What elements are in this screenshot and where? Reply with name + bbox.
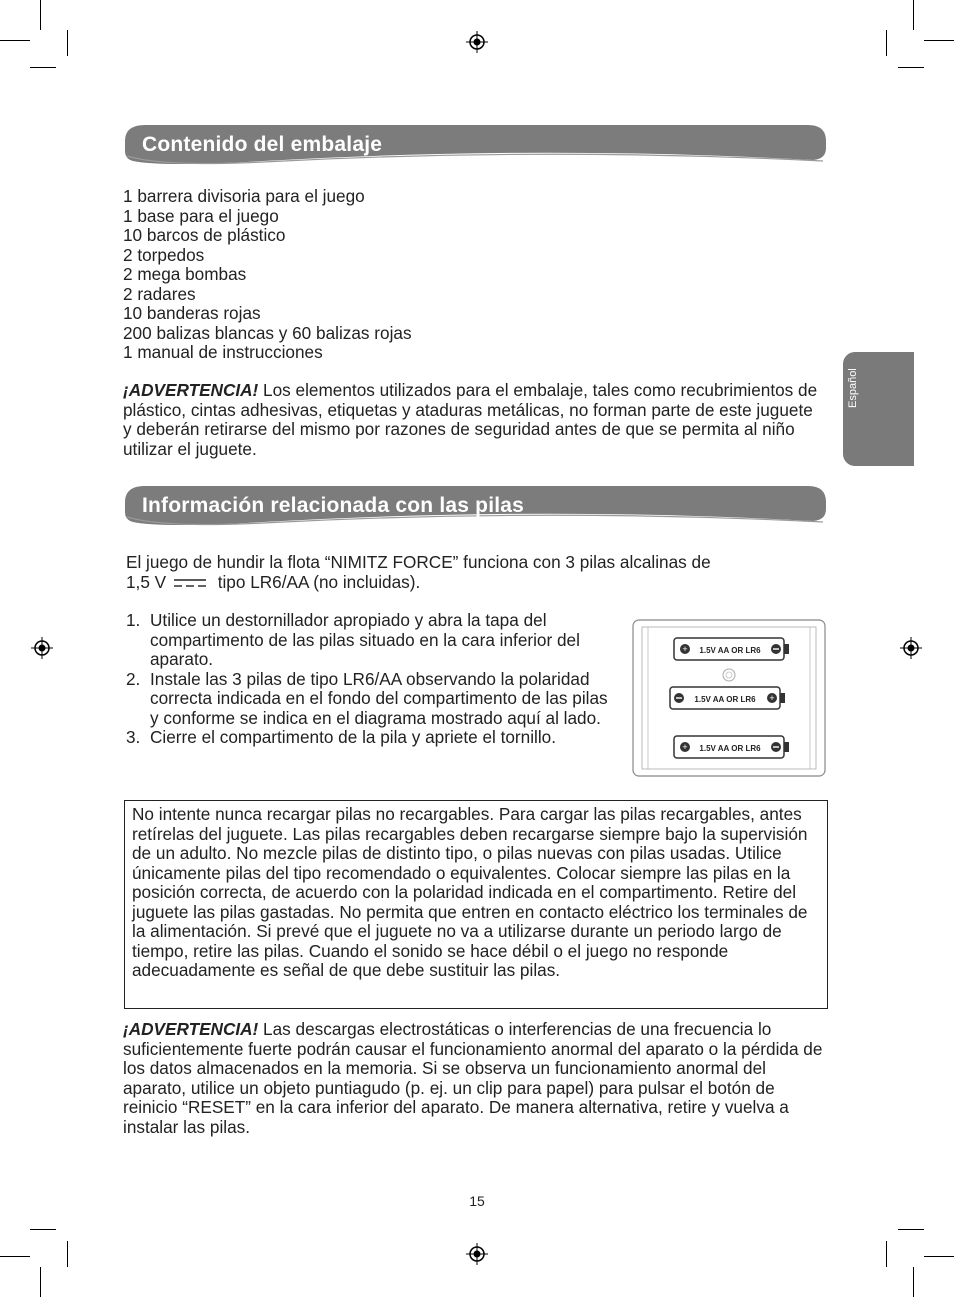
warning-label: ¡ADVERTENCIA!	[123, 380, 259, 400]
battery-safety-notice	[124, 800, 828, 1009]
step-number: 3.	[126, 727, 141, 747]
list-item: 200 balizas blancas y 60 balizas rojas	[123, 322, 412, 343]
step-text: Instale las 3 pilas de tipo LR6/AA observando la polaridad correcta indicada en el fondo del compartimento de las pilas y conforme se indica en el diagrama mostrado aquí al lado.	[150, 668, 608, 728]
list-item: 2 torpedos	[123, 244, 205, 265]
section-header-contents	[123, 123, 828, 165]
list-item: 1 barrera divisoria para el juego	[123, 186, 365, 206]
list-item: 1 base para el juego	[123, 205, 279, 226]
battery-compartment-diagram	[632, 619, 826, 777]
battery-intro	[126, 553, 826, 592]
language-tab	[843, 352, 914, 466]
registration-mark-icon	[900, 637, 922, 659]
warning-text: Las descargas electrostáticas o interferencias de una frecuencia lo suficientemente fuerte podrán causar el funcionamiento anormal del aparato o la pérdida de los datos almacenados en la memoria. Si se observa un funcionamiento anormal del aparato, utilice un objeto puntiagudo (p. ej. un clip para papel) para pulsar el botón de reinicio “RESET” en la cara inferior del aparato. De manera alternativa, retire y vuelva a instalar las pilas.	[123, 1019, 823, 1137]
list-item: 10 barcos de plástico	[123, 225, 286, 245]
step-text: Cierre el compartimento de la pila y apriete el tornillo.	[150, 727, 557, 747]
step-number: 2.	[126, 668, 141, 689]
page-number: 15	[469, 1193, 485, 1209]
registration-mark-icon	[466, 31, 488, 53]
battery-label: 1.5V AA OR LR6	[694, 695, 756, 704]
battery-label: 1.5V AA OR LR6	[699, 744, 761, 753]
electrostatic-warning	[123, 1020, 827, 1137]
svg-text:+: +	[682, 742, 688, 752]
section-title: Contenido del embalaje	[142, 133, 383, 156]
language-tab-label: Español	[847, 368, 859, 408]
step-number: 1.	[126, 610, 141, 630]
voltage-value: 1,5 V	[126, 571, 167, 592]
step-item	[126, 728, 616, 748]
registration-mark-icon	[466, 1243, 488, 1265]
svg-text:+: +	[769, 693, 775, 703]
warning-label: ¡ADVERTENCIA!	[123, 1019, 259, 1039]
battery-label: 1.5V AA OR LR6	[699, 646, 761, 655]
installation-steps	[126, 611, 616, 748]
list-item: 10 banderas rojas	[123, 303, 261, 323]
package-contents-list	[123, 187, 412, 363]
notice-text: No intente nunca recargar pilas no recargables. Para cargar las pilas recargables, antes retírelas del juguete. Las pilas recargables deben recargarse siempre bajo la supervisión de un adulto. No mezcle pilas de distinto tipo, o pilas nuevas con pilas usadas. Utilice únicamente pilas del tipo recomendado o equivalentes. Colocar siempre las pilas en la posición correcta, de acuerdo con la polaridad indicada en el compartimento. Retire del juguete las pilas gastadas. No permita que entren en contacto eléctrico los terminales de la alimentación. Si prevé que el juguete no va a utilizarse durante un periodo largo de tiempo, retire las pilas. Cuando el sonido se hace débil o el juego no responde adecuadamente es señal de que debe sustituir las pilas.	[132, 804, 808, 980]
section-header-batteries	[123, 484, 828, 526]
section-title: Información relacionada con las pilas	[142, 494, 525, 517]
list-item: 2 mega bombas	[123, 264, 247, 284]
step-item	[126, 670, 616, 729]
battery-type-text: tipo LR6/AA (no incluidas).	[217, 571, 421, 592]
warning-text: Los elementos utilizados para el embalaje, tales como recubrimientos de plástico, cintas adhesivas, etiquetas y ataduras metálicas, no forman parte de este juguete y deberán retirarse del mismo por razones de seguridad antes de que se permita al niño utilizar el juguete.	[123, 380, 818, 459]
registration-mark-icon	[31, 637, 53, 659]
list-item: 1 manual de instrucciones	[123, 342, 323, 362]
packaging-warning	[123, 381, 823, 459]
step-text: Utilice un destornillador apropiado y abra la tapa del compartimento de las pilas situado en la cara inferior del aparato.	[150, 610, 580, 669]
intro-line: El juego de hundir la flota “NIMITZ FORCE” funciona con 3 pilas alcalinas de	[126, 552, 711, 572]
direct-current-symbol-icon	[173, 577, 207, 589]
list-item: 2 radares	[123, 283, 196, 304]
step-item	[126, 611, 616, 670]
svg-text:+: +	[682, 644, 688, 654]
